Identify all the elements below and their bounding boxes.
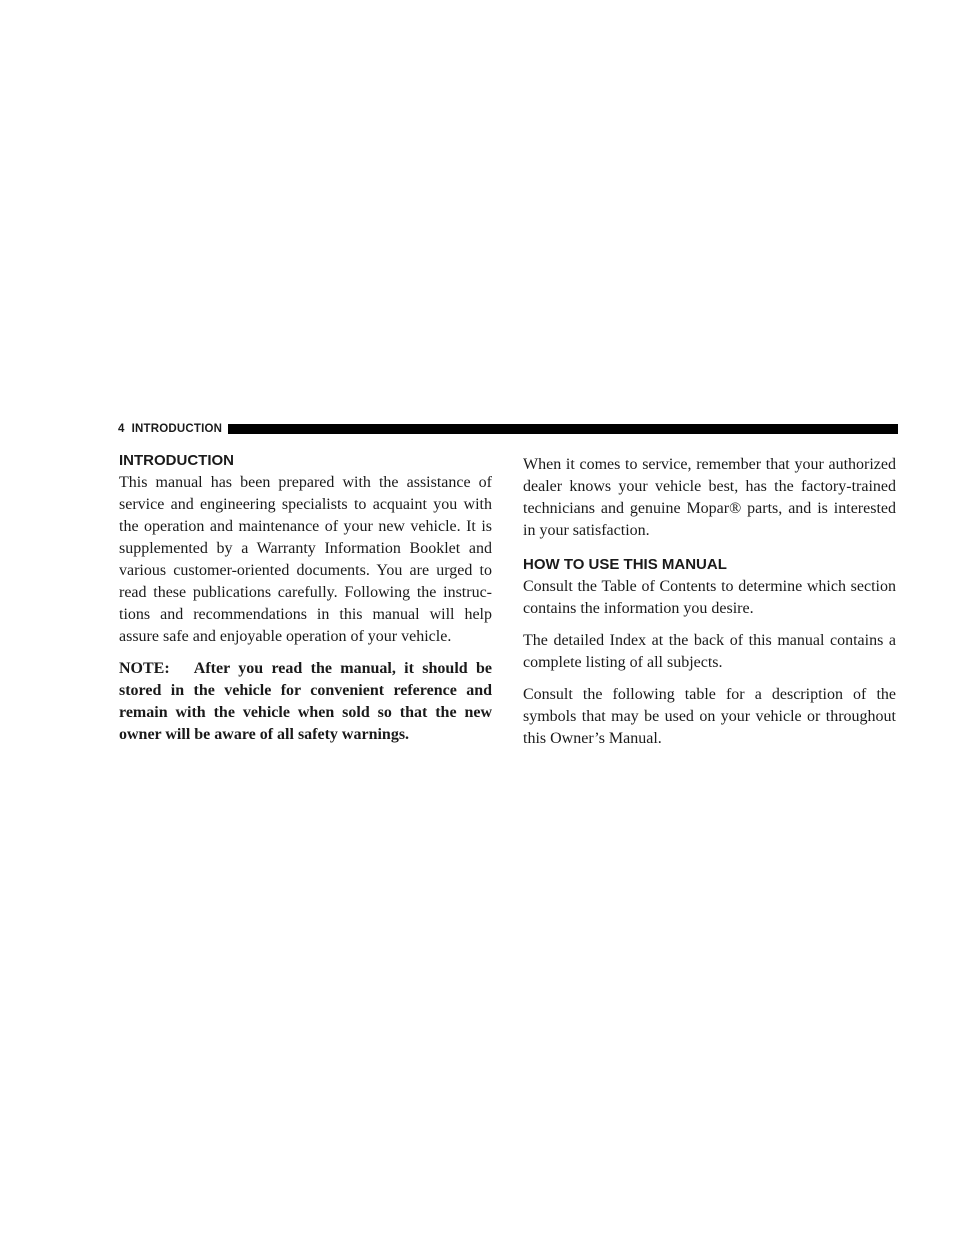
table-of-contents-paragraph: Consult the Table of Contents to determine which section contains the information you desire. — [523, 578, 896, 617]
how-to-use-heading: HOW TO USE THIS MANUAL — [523, 556, 727, 573]
header-rule — [228, 424, 898, 434]
note-paragraph: NOTE: After you read the manual, it should be stored in the vehicle for convenient reference and remain with the vehicle when sold so that the new owner will be aware of all safety warnings. — [119, 660, 496, 743]
right-column — [523, 454, 896, 760]
index-paragraph: The detailed Index at the back of this manual contains a complete listing of all subjects. — [523, 632, 896, 671]
section-name: INTRODUCTION — [131, 423, 223, 435]
left-column — [119, 452, 496, 756]
introduction-paragraph: This manual has been prepared with the assistance of service and engineering specialists to acquaint you with the operation and maintenance of your new vehicle. It is supplemented by a Warranty Information Booklet and various customer-oriented documents. You are urged to read these publications carefully. Following the instruc-tions and recommendations in this manual will help assure safe and enjoyable operation of your vehicle. — [119, 474, 492, 645]
symbols-paragraph: Consult the following table for a description of the symbols that may be used on your vehicle or throughout this Owner’s Manual. — [523, 686, 896, 747]
introduction-heading: INTRODUCTION — [119, 452, 234, 469]
page-number: 4 — [118, 423, 125, 435]
page-header — [118, 422, 898, 436]
service-paragraph: When it comes to service, remember that your authorized dealer knows your vehicle best, has the factory-trained technicians and genuine Mopar® parts, and is interested in your satisfaction. — [523, 456, 896, 539]
